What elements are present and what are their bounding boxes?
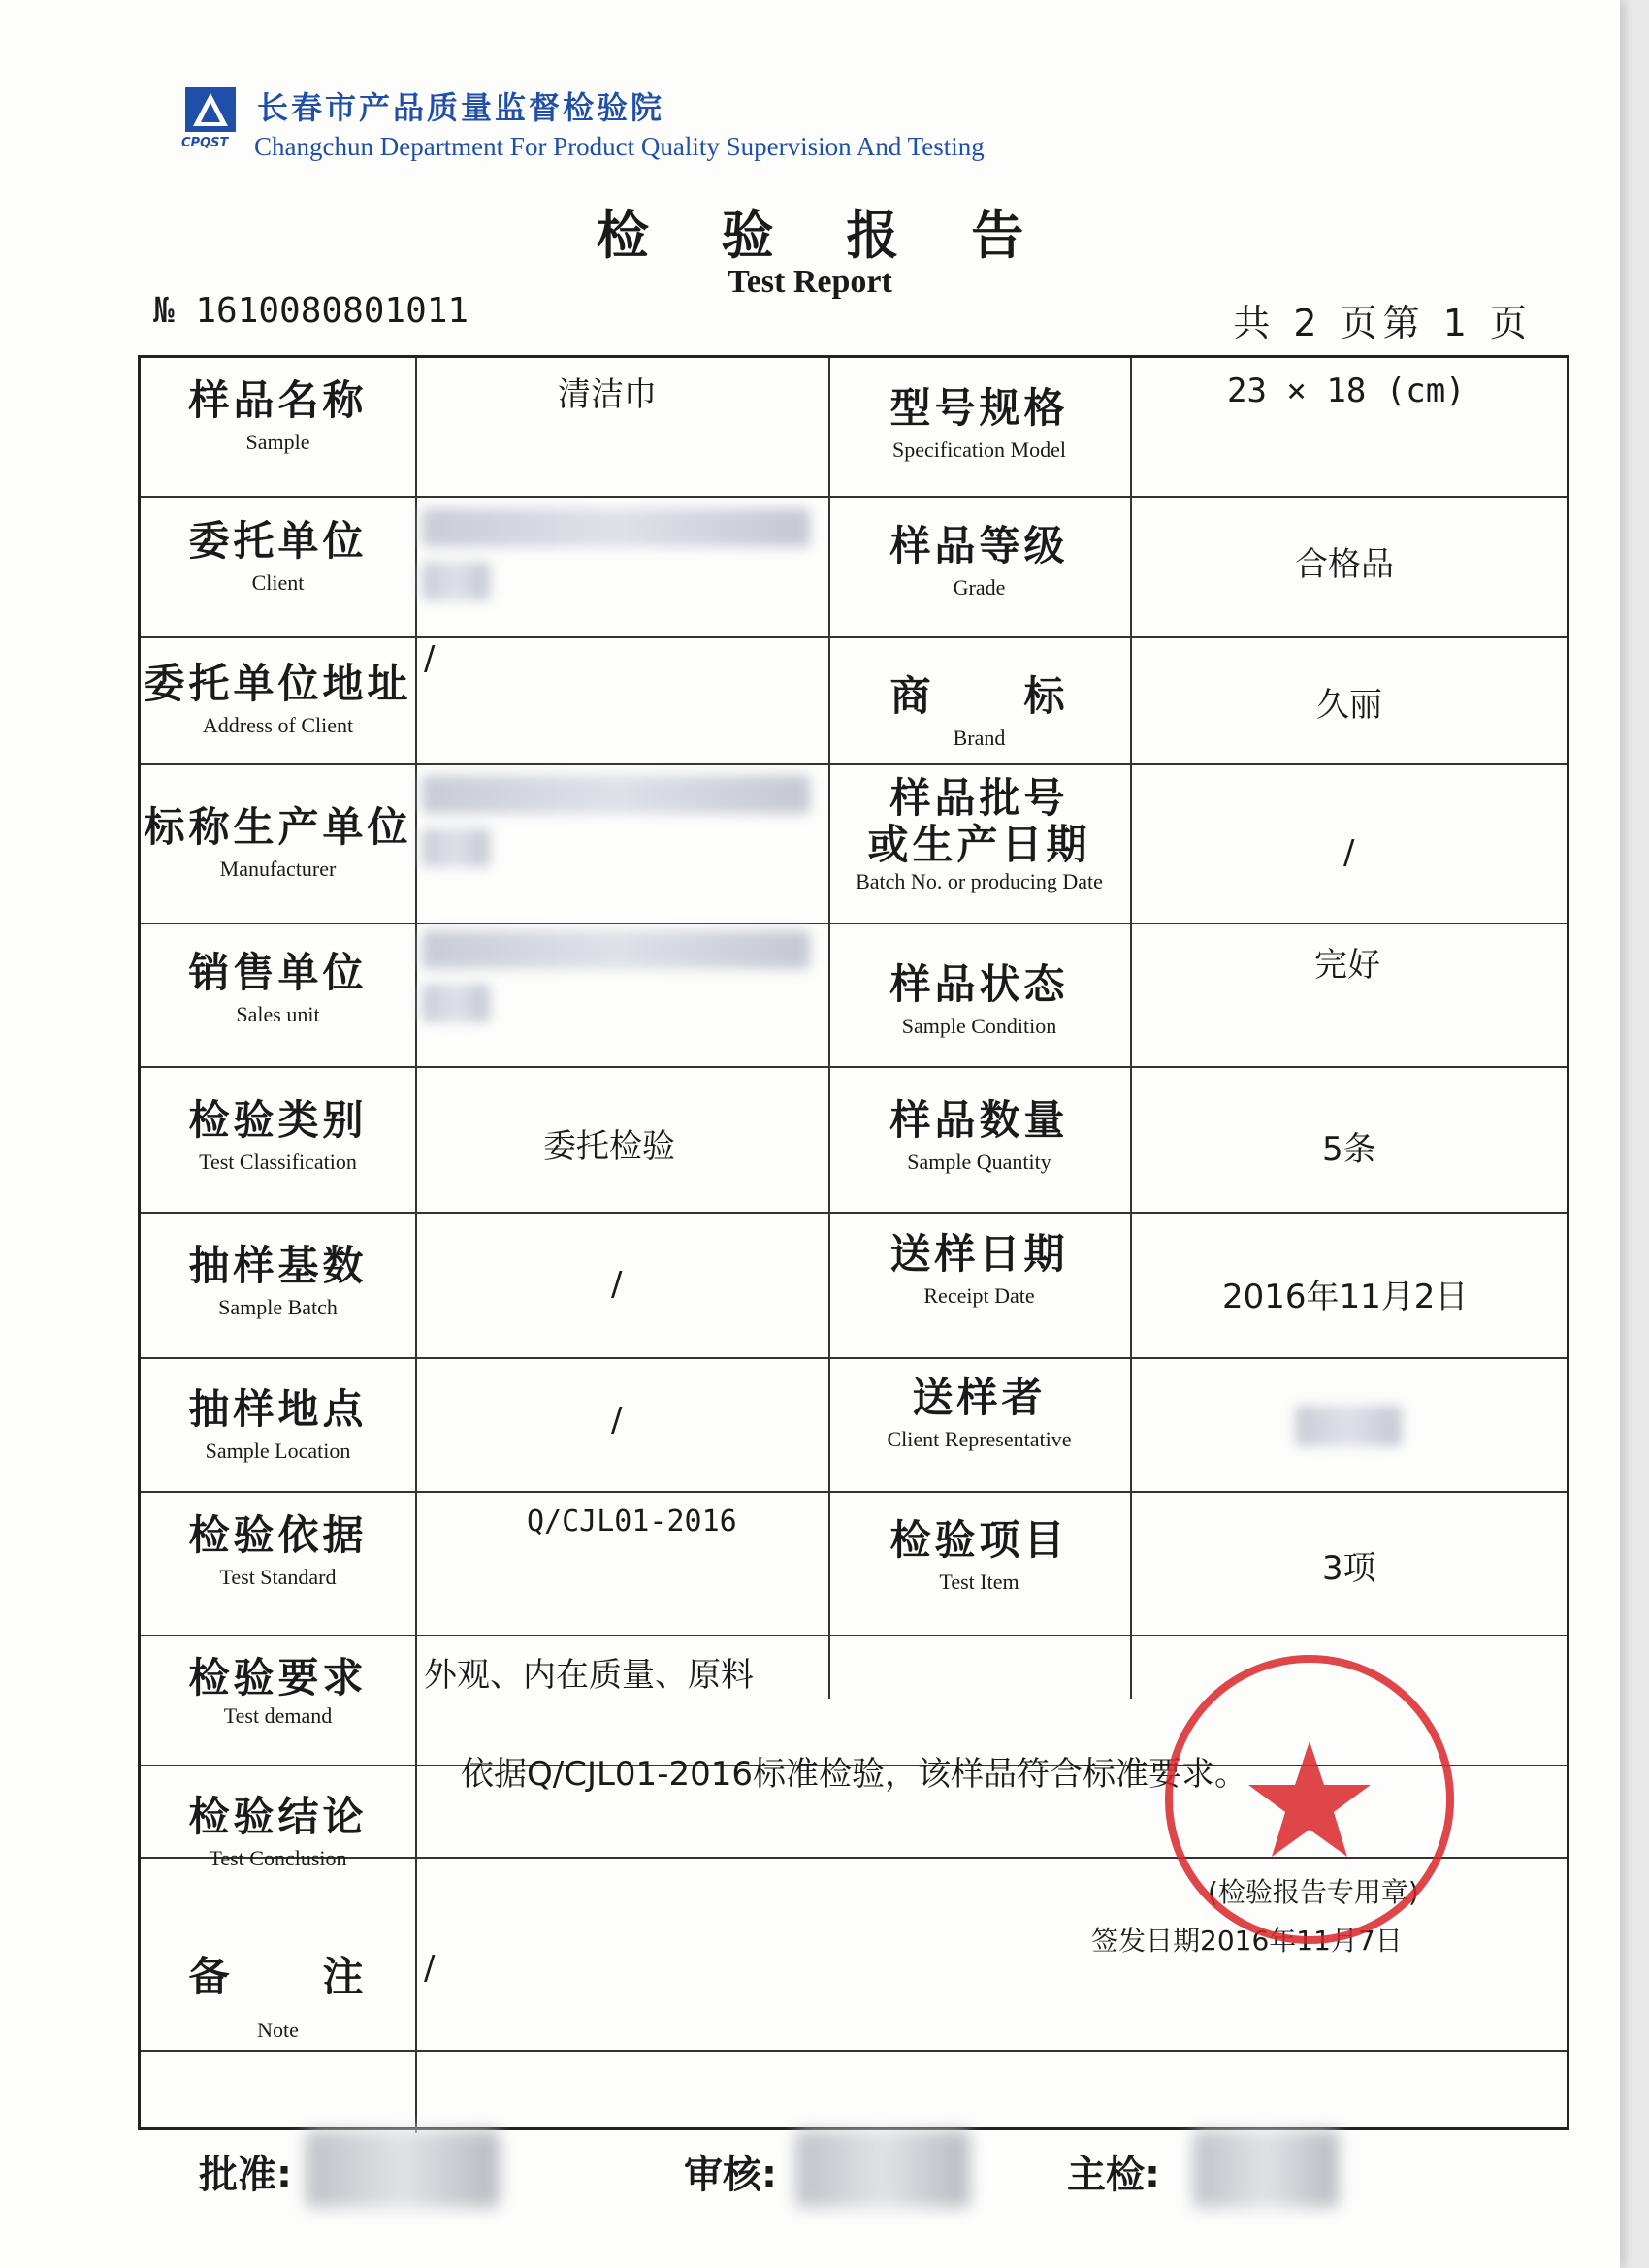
value-batch: / — [1343, 833, 1355, 872]
report-number: № 1610080801011 — [153, 291, 469, 331]
value-condition: 完好 — [1314, 946, 1380, 985]
label-receipt-date: 送样日期 Receipt Date — [889, 1230, 1069, 1309]
org-name-cn: 长春市产品质量监督检验院 — [257, 89, 665, 126]
redacted-representative — [1295, 1406, 1402, 1446]
label-sales-unit: 销售单位 Sales unit — [188, 949, 368, 1027]
value-brand: 久丽 — [1316, 686, 1382, 725]
value-sample-batch: / — [611, 1265, 623, 1304]
seal-note: (检验报告专用章) — [1208, 1876, 1419, 1908]
redacted-manufacturer — [422, 775, 810, 814]
value-spec: 23 × 18 (cm) — [1227, 372, 1466, 410]
report-title-en: Test Report — [728, 264, 892, 300]
value-test-item: 3项 — [1322, 1549, 1376, 1588]
redacted-client — [422, 508, 810, 547]
inspector-label: 主检: — [1067, 2153, 1160, 2197]
label-sample-batch: 抽样基数 Sample Batch — [188, 1242, 368, 1320]
svg-text:CPQST: CPQST — [181, 136, 229, 149]
label-manufacturer: 标称生产单位 Manufacturer — [144, 803, 412, 882]
value-classification: 委托检验 — [543, 1127, 675, 1166]
value-grade: 合格品 — [1295, 545, 1394, 584]
value-test-conclusion: 依据Q/CJL01-2016标准检验，该样品符合标准要求。 — [461, 1755, 1247, 1794]
label-client-address: 委托单位地址 Address of Client — [144, 660, 412, 738]
label-sample-location: 抽样地点 Sample Location — [188, 1385, 368, 1464]
redacted-client-2 — [422, 562, 490, 600]
label-brand: 商 标 Brand — [889, 672, 1069, 751]
label-classification: 检验类别 Test Classification — [188, 1096, 368, 1175]
label-condition: 样品状态 Sample Condition — [889, 960, 1069, 1039]
issue-date: 签发日期2016年11月7日 — [1091, 1925, 1403, 1957]
value-sample-location: / — [611, 1401, 623, 1440]
label-batch: 样品批号 或生产日期 Batch No. or producing Date — [856, 774, 1103, 893]
value-receipt-date: 2016年11月2日 — [1222, 1278, 1469, 1316]
cpqst-logo-icon — [179, 85, 247, 149]
report-title-cn: 检 验 报 告 — [596, 205, 1051, 266]
redacted-manufacturer-2 — [422, 828, 490, 867]
label-test-demand: 检验要求 Test demand — [188, 1654, 368, 1729]
label-quantity: 样品数量 Sample Quantity — [889, 1096, 1069, 1175]
review-label: 审核: — [684, 2153, 777, 2197]
label-test-standard: 检验依据 Test Standard — [188, 1511, 368, 1590]
approve-signature — [306, 2130, 500, 2208]
page-info: 共 2 页第 1 页 — [1233, 302, 1533, 344]
label-spec: 型号规格 Specification Model — [889, 384, 1069, 463]
review-signature — [795, 2130, 970, 2208]
official-seal-icon — [1159, 1649, 1460, 1950]
value-test-demand: 外观、内在质量、原料 — [424, 1656, 754, 1695]
value-client-address: / — [424, 639, 436, 678]
label-test-item: 检验项目 Test Item — [889, 1516, 1069, 1595]
label-note: 备 注 Note — [188, 1953, 368, 2043]
value-note: / — [424, 1949, 436, 1988]
value-sample: 清洁巾 — [558, 375, 657, 414]
label-client: 委托单位 Client — [188, 517, 368, 596]
org-name-en: Changchun Department For Product Quality Supervision And Testing — [254, 132, 985, 161]
inspector-signature — [1193, 2130, 1339, 2208]
label-grade: 样品等级 Grade — [889, 522, 1069, 600]
redacted-sales-unit-2 — [422, 984, 490, 1022]
label-test-conclusion: 检验结论 Test Conclusion — [188, 1793, 368, 1871]
redacted-sales-unit — [422, 930, 810, 969]
value-test-standard: Q/CJL01-2016 — [527, 1505, 737, 1539]
label-client-representative: 送样者 Client Representative — [887, 1374, 1072, 1452]
approve-label: 批准: — [199, 2153, 292, 2197]
value-quantity: 5条 — [1322, 1130, 1376, 1169]
label-sample: 样品名称 Sample — [188, 376, 368, 455]
